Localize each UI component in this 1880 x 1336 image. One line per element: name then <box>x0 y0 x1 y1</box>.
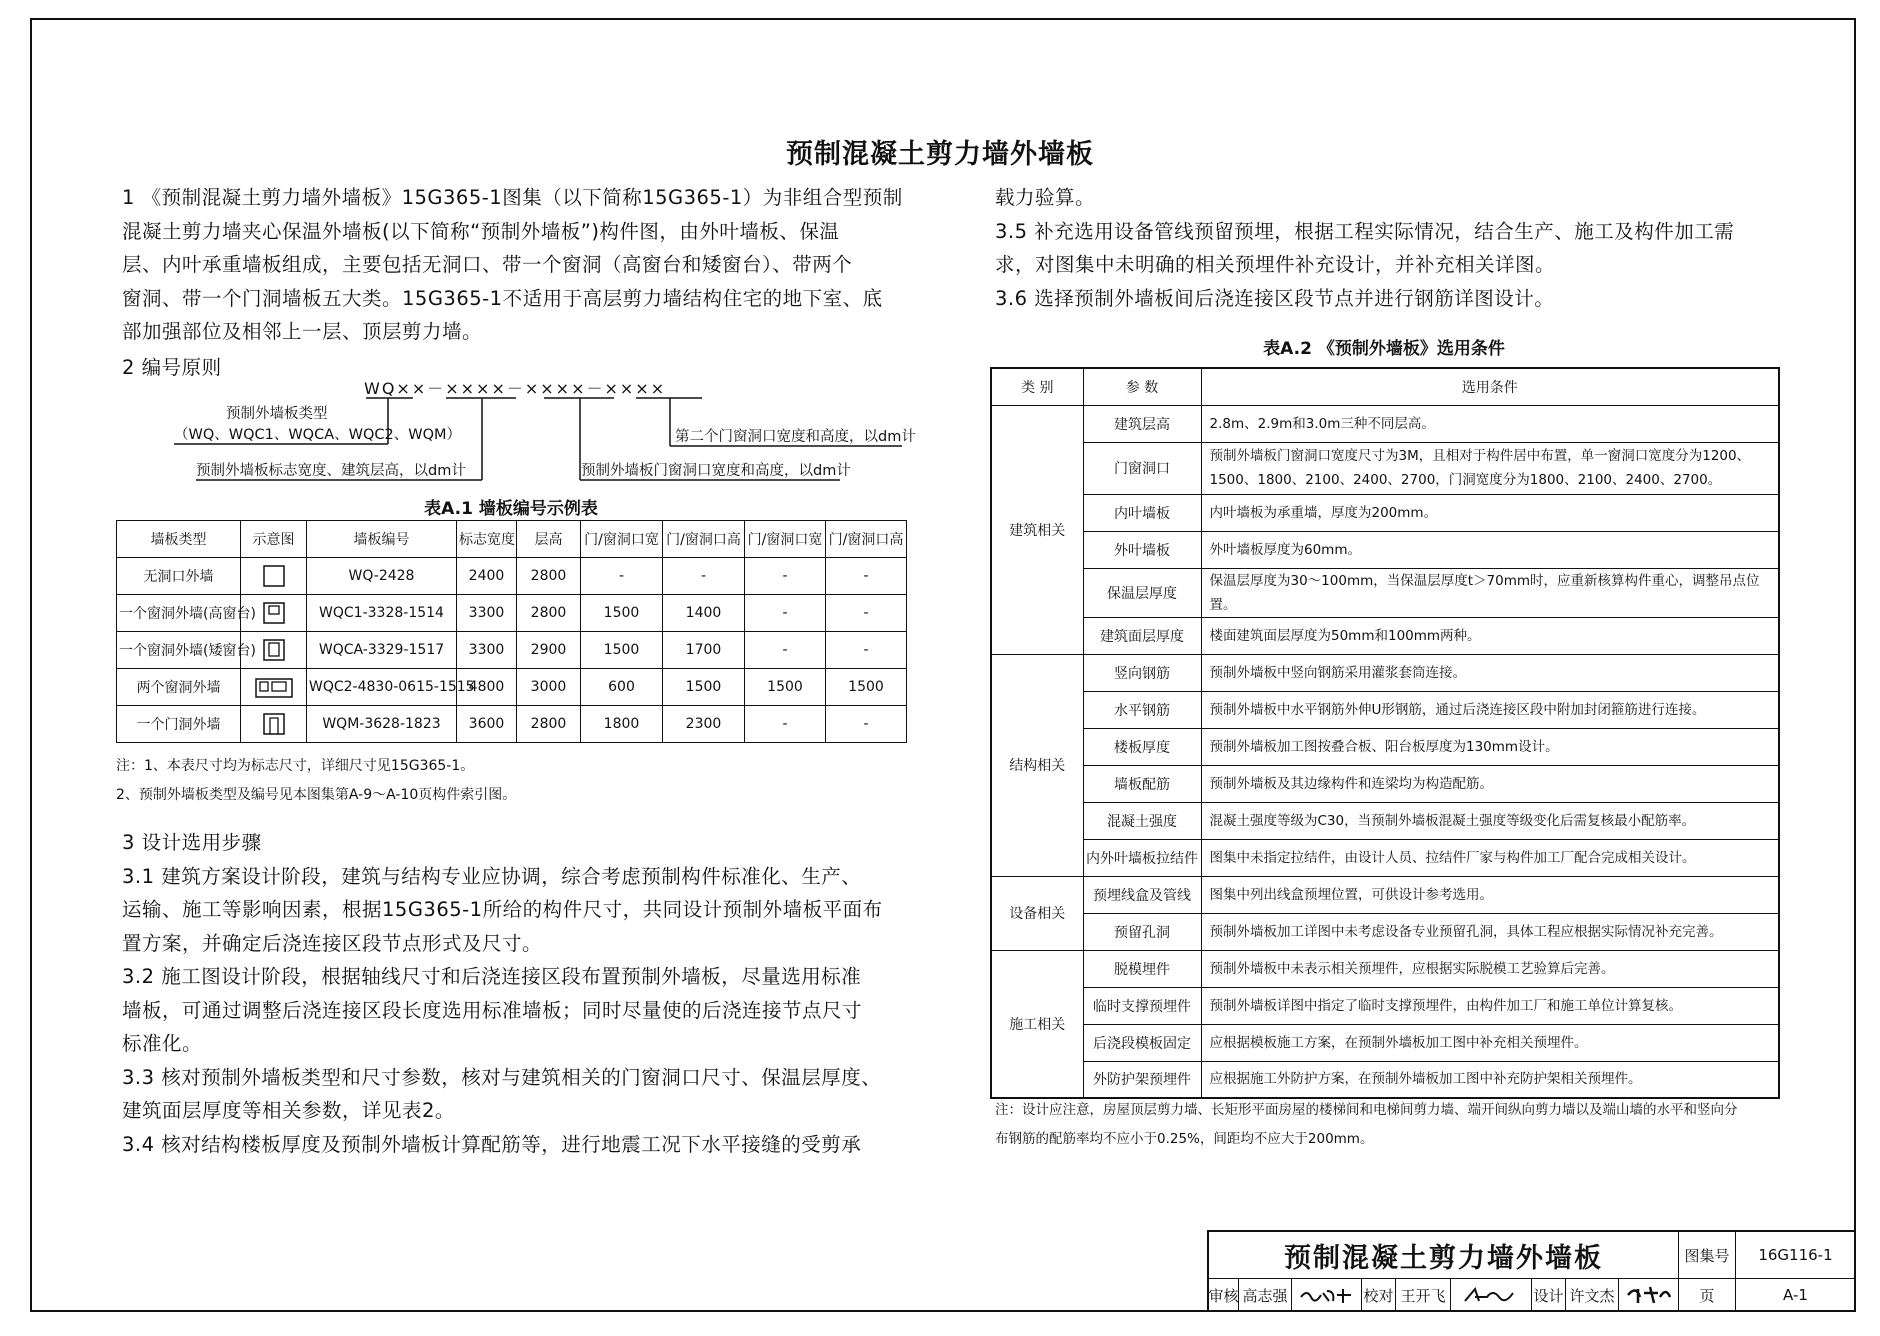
title-block <box>1207 1230 1856 1312</box>
page-label: 页 <box>1679 1279 1736 1312</box>
condition-cell: 2.8m、2.9m和3.0m三种不同层高。 <box>1201 405 1779 442</box>
table-a1-header-cell: 门/窗洞口宽 <box>745 521 826 558</box>
table-a1-cell-icon <box>241 669 307 706</box>
table-a1-cell-height: 2800 <box>517 595 581 632</box>
table-a1-header-cell: 墙板类型 <box>117 521 241 558</box>
text-line: 层、内叶承重墙板组成，主要包括无洞口、带一个窗洞（高窗台和矮窗台）、带两个 <box>122 253 853 276</box>
table-row <box>991 987 1779 1024</box>
design-label: 设计 <box>1532 1279 1566 1312</box>
param-cell: 建筑面层厚度 <box>1083 617 1201 654</box>
text-line: 1 《预制混凝土剪力墙外墙板》15G365-1图集（以下简称15G365-1）为非组合型预制 <box>122 186 903 209</box>
reviewer-name: 高志强 <box>1239 1279 1292 1312</box>
table-a1-cell-h2: 1500 <box>826 669 907 706</box>
checker-name: 王开飞 <box>1396 1279 1451 1312</box>
condition-cell: 保温层厚度为30～100mm，当保温层厚度t＞70mm时，应重新核算构件重心，调整吊点位置。 <box>1201 568 1779 617</box>
table-a1-header-cell: 墙板编号 <box>307 521 457 558</box>
check-label: 校对 <box>1362 1279 1396 1312</box>
table-a1-cell-type: 一个窗洞外墙(高窗台) <box>117 595 241 632</box>
table-a1-cell-width: 3300 <box>457 595 517 632</box>
table-a1-cell-code: WQCA-3329-1517 <box>307 632 457 669</box>
table-a1-cell-height: 3000 <box>517 669 581 706</box>
reviewer-signature-icon <box>1297 1283 1357 1307</box>
design-steps-continued <box>995 181 1734 315</box>
table-a1-cell-height: 2800 <box>517 706 581 743</box>
table-row <box>991 442 1779 494</box>
table-a1-caption: 表A.1 墙板编号示例表 <box>424 499 598 519</box>
condition-cell: 外叶墙板厚度为60mm。 <box>1201 531 1779 568</box>
atlas-no-label: 图集号 <box>1679 1232 1736 1279</box>
table-a1-cell-code: WQC2-4830-0615-1515 <box>307 669 457 706</box>
text-line: 运输、施工等影响因素，根据15G365-1所给的构件尺寸，共同设计预制外墙板平面布 <box>122 898 883 921</box>
table-row <box>117 558 907 595</box>
table-row <box>117 632 907 669</box>
category-cell: 设备相关 <box>991 876 1083 950</box>
text-line: 载力验算。 <box>995 186 1096 209</box>
page-title: 预制混凝土剪力墙外墙板 <box>786 139 1094 170</box>
table-a2-notes <box>995 1096 1738 1154</box>
table-a1-header-cell: 标志宽度 <box>457 521 517 558</box>
condition-cell: 预制外墙板详图中指定了临时支撑预埋件，由构件加工厂和施工单位计算复核。 <box>1201 987 1779 1024</box>
condition-cell: 混凝土强度等级为C30，当预制外墙板混凝土强度等级变化后需复核最小配筋率。 <box>1201 802 1779 839</box>
table-a2-caption: 表A.2 《预制外墙板》选用条件 <box>1263 339 1505 359</box>
condition-cell: 楼面建筑面层厚度为50mm和100mm两种。 <box>1201 617 1779 654</box>
note-line: 注：设计应注意，房屋顶层剪力墙、长矩形平面房屋的楼梯间和电梯间剪力墙、端开间纵向剪力墙以及端山墙的水平和竖向分 <box>995 1102 1738 1118</box>
code-pattern: WQ××－××××－××××－×××× <box>364 379 667 398</box>
low-window-icon <box>262 638 286 662</box>
table-a2-header <box>991 368 1779 405</box>
table-row <box>991 728 1779 765</box>
param-cell: 楼板厚度 <box>1083 728 1201 765</box>
param-cell: 内叶墙板 <box>1083 494 1201 531</box>
selection-conditions-table <box>990 367 1780 1099</box>
text-line: 部加强部位及相邻上一层、顶层剪力墙。 <box>122 320 483 343</box>
type-label-2: （WQ、WQC1、WQCA、WQC2、WQM） <box>174 427 462 443</box>
designer-signature-icon <box>1624 1283 1674 1307</box>
param-cell: 门窗洞口 <box>1083 442 1201 494</box>
table-a1-cell-w1: 1800 <box>581 706 663 743</box>
table-a1-cell-width: 3300 <box>457 632 517 669</box>
table-a2-header-cell: 选用条件 <box>1201 368 1779 405</box>
table-a1-notes <box>116 752 516 810</box>
table-row <box>991 405 1779 442</box>
table-row <box>117 595 907 632</box>
table-a1-header <box>117 521 907 558</box>
table-a1-cell-type: 一个门洞外墙 <box>117 706 241 743</box>
param-cell: 内外叶墙板拉结件 <box>1083 839 1201 876</box>
table-a1-cell-icon <box>241 558 307 595</box>
note-line: 注：1、本表尺寸均为标志尺寸，详细尺寸见15G365-1。 <box>116 758 475 774</box>
opening1-label: 预制外墙板门窗洞口宽度和高度，以dm计 <box>581 463 851 479</box>
checker-signature-icon <box>1461 1283 1521 1307</box>
no-opening-icon <box>262 564 286 588</box>
category-cell: 结构相关 <box>991 654 1083 876</box>
table-a1-cell-w1: - <box>581 558 663 595</box>
type-label-1: 预制外墙板类型 <box>226 406 328 422</box>
note-line: 2、预制外墙板类型及编号见本图集第A-9～A-10页构件索引图。 <box>116 787 517 803</box>
condition-cell: 预制外墙板及其边缘构件和连梁均为构造配筋。 <box>1201 765 1779 802</box>
table-a1-cell-code: WQ-2428 <box>307 558 457 595</box>
table-a1-cell-width: 4800 <box>457 669 517 706</box>
condition-cell: 图集中列出线盒预埋位置，可供设计参考选用。 <box>1201 876 1779 913</box>
text-line: 3.6 选择预制外墙板间后浇连接区段节点并进行钢筋详图设计。 <box>995 286 1555 310</box>
table-a1-cell-height: 2900 <box>517 632 581 669</box>
table-row <box>991 568 1779 617</box>
design-steps-paragraph <box>122 826 883 1161</box>
param-cell: 预留孔洞 <box>1083 913 1201 950</box>
table-a1-cell-type: 两个窗洞外墙 <box>117 669 241 706</box>
table-row <box>991 494 1779 531</box>
table-a1-cell-h1: - <box>663 558 745 595</box>
category-cell: 施工相关 <box>991 950 1083 1098</box>
page-number: A-1 <box>1736 1279 1856 1312</box>
table-row <box>991 876 1779 913</box>
table-row <box>991 531 1779 568</box>
table-a1-cell-w2: - <box>745 632 826 669</box>
text-line: 3.5 补充选用设备管线预留预埋，根据工程实际情况，结合生产、施工及构件加工需 <box>995 219 1735 243</box>
condition-cell: 预制外墙板加工图按叠合板、阳台板厚度为130mm设计。 <box>1201 728 1779 765</box>
table-a2-header-cell: 类 别 <box>991 368 1083 405</box>
door-opening-icon <box>262 712 286 736</box>
param-cell: 建筑层高 <box>1083 405 1201 442</box>
text-line: 混凝土剪力墙夹心保温外墙板(以下简称“预制外墙板”)构件图，由外叶墙板、保温 <box>122 219 840 243</box>
condition-cell: 内叶墙板为承重墙，厚度为200mm。 <box>1201 494 1779 531</box>
review-label: 审核 <box>1209 1279 1239 1312</box>
table-row <box>991 802 1779 839</box>
param-cell: 脱模埋件 <box>1083 950 1201 987</box>
condition-cell: 图集中未指定拉结件，由设计人员、拉结件厂家与构件加工厂配合完成相关设计。 <box>1201 839 1779 876</box>
table-a1-cell-icon <box>241 706 307 743</box>
table-a1-header-cell: 门/窗洞口高 <box>826 521 907 558</box>
category-cell: 建筑相关 <box>991 405 1083 654</box>
text-line: 3.2 施工图设计阶段，根据轴线尺寸和后浇连接区段布置预制外墙板，尽量选用标准 <box>122 965 862 988</box>
designer-name: 许文杰 <box>1566 1279 1619 1312</box>
table-row <box>991 950 1779 987</box>
param-cell: 墙板配筋 <box>1083 765 1201 802</box>
width-label: 预制外墙板标志宽度、建筑层高，以dm计 <box>196 463 466 479</box>
condition-cell: 预制外墙板中水平钢筋外伸U形钢筋，通过后浇连接区段中附加封闭箍筋进行连接。 <box>1201 691 1779 728</box>
table-a1-cell-w1: 600 <box>581 669 663 706</box>
condition-cell: 预制外墙板门窗洞口宽度尺寸为3M，且相对于构件居中布置，单一窗洞口宽度分为1200、1500、1800、2100、2400、2700，门洞宽度分为1800、2100、2400、2700。 <box>1201 442 1779 494</box>
table-row <box>991 913 1779 950</box>
table-row <box>991 654 1779 691</box>
text-line: 3.3 核对预制外墙板类型和尺寸参数，核对与建筑相关的门窗洞口尺寸、保温层厚度、 <box>122 1065 882 1089</box>
text-line: 3.1 建筑方案设计阶段，建筑与结构专业应协调，综合考虑预制构件标准化、生产、 <box>122 864 862 888</box>
table-a1-cell-h2: - <box>826 632 907 669</box>
numbering-heading: 2 编号原则 <box>122 356 222 379</box>
table-row <box>991 691 1779 728</box>
param-cell: 竖向钢筋 <box>1083 654 1201 691</box>
designer-signature <box>1619 1279 1679 1312</box>
table-a1-cell-w1: 1500 <box>581 595 663 632</box>
param-cell: 外防护架预埋件 <box>1083 1061 1201 1098</box>
table-a1-cell-h1: 1400 <box>663 595 745 632</box>
table-a1-cell-h1: 1500 <box>663 669 745 706</box>
note-line: 布钢筋的配筋率均不应小于0.25%，间距均不应大于200mm。 <box>995 1131 1374 1147</box>
table-a1-cell-h1: 2300 <box>663 706 745 743</box>
table-row <box>991 617 1779 654</box>
two-windows-icon <box>254 675 294 699</box>
atlas-no: 16G116-1 <box>1736 1232 1856 1279</box>
table-row <box>991 765 1779 802</box>
table-a1-cell-type: 无洞口外墙 <box>117 558 241 595</box>
text-line: 置方案，并确定后浇连接区段节点形式及尺寸。 <box>122 931 543 955</box>
table-a1-cell-code: WQC1-3328-1514 <box>307 595 457 632</box>
param-cell: 预埋线盒及管线 <box>1083 876 1201 913</box>
condition-cell: 预制外墙板中竖向钢筋采用灌浆套筒连接。 <box>1201 654 1779 691</box>
param-cell: 保温层厚度 <box>1083 568 1201 617</box>
table-a1-cell-width: 3600 <box>457 706 517 743</box>
condition-cell: 应根据施工外防护方案，在预制外墙板加工图中补充防护架相关预埋件。 <box>1201 1061 1779 1098</box>
table-a1-cell-w2: - <box>745 558 826 595</box>
param-cell: 外叶墙板 <box>1083 531 1201 568</box>
table-a1-header-cell: 门/窗洞口宽 <box>581 521 663 558</box>
param-cell: 临时支撑预埋件 <box>1083 987 1201 1024</box>
table-a1-cell-w2: 1500 <box>745 669 826 706</box>
table-row <box>991 839 1779 876</box>
param-cell: 混凝土强度 <box>1083 802 1201 839</box>
table-a1-cell-h2: - <box>826 595 907 632</box>
table-a1-cell-h1: 1700 <box>663 632 745 669</box>
table-a1-cell-height: 2800 <box>517 558 581 595</box>
text-line: 建筑面层厚度等相关参数，详见表2。 <box>122 1099 455 1122</box>
table-a1-cell-h2: - <box>826 706 907 743</box>
table-row <box>117 669 907 706</box>
text-line: 3 设计选用步骤 <box>122 831 262 854</box>
table-a1-cell-h2: - <box>826 558 907 595</box>
text-line: 3.4 核对结构楼板厚度及预制外墙板计算配筋等，进行地震工况下水平接缝的受剪承 <box>122 1132 862 1156</box>
table-a1-header-cell: 门/窗洞口高 <box>663 521 745 558</box>
title-block-drawing-title: 预制混凝土剪力墙外墙板 <box>1209 1232 1679 1279</box>
condition-cell: 预制外墙板中未表示相关预埋件，应根据实际脱模工艺验算后完善。 <box>1201 950 1779 987</box>
table-row <box>991 1061 1779 1098</box>
wall-panel-code-table <box>116 520 907 743</box>
condition-cell: 预制外墙板加工详图中未考虑设备专业预留孔洞，具体工程应根据实际情况补充完善。 <box>1201 913 1779 950</box>
checker-signature <box>1451 1279 1532 1312</box>
table-a1-header-cell: 层高 <box>517 521 581 558</box>
table-a1-cell-type: 一个窗洞外墙(矮窗台) <box>117 632 241 669</box>
text-line: 窗洞、带一个门洞墙板五大类。15G365-1不适用于高层剪力墙结构住宅的地下室、底 <box>122 286 883 310</box>
intro-paragraph <box>122 181 903 349</box>
high-window-icon <box>262 601 286 625</box>
table-a1-cell-width: 2400 <box>457 558 517 595</box>
text-line: 标准化。 <box>122 1032 203 1055</box>
table-a1-cell-w2: - <box>745 706 826 743</box>
table-a1-cell-code: WQM-3628-1823 <box>307 706 457 743</box>
table-a1-cell-w2: - <box>745 595 826 632</box>
condition-cell: 应根据模板施工方案，在预制外墙板加工图中补充相关预埋件。 <box>1201 1024 1779 1061</box>
opening2-label: 第二个门窗洞口宽度和高度，以dm计 <box>675 429 916 445</box>
table-a2-header-cell: 参 数 <box>1083 368 1201 405</box>
table-row <box>117 706 907 743</box>
text-line: 墙板，可通过调整后浇连接区段长度选用标准墙板；同时尽量使的后浇连接节点尺寸 <box>122 998 863 1022</box>
text-line: 求，对图集中未明确的相关预埋件补充设计，并补充相关详图。 <box>995 253 1556 276</box>
table-row <box>991 1024 1779 1061</box>
param-cell: 水平钢筋 <box>1083 691 1201 728</box>
reviewer-signature <box>1292 1279 1362 1312</box>
table-a1-header-cell: 示意图 <box>241 521 307 558</box>
param-cell: 后浇段模板固定 <box>1083 1024 1201 1061</box>
table-a1-cell-w1: 1500 <box>581 632 663 669</box>
